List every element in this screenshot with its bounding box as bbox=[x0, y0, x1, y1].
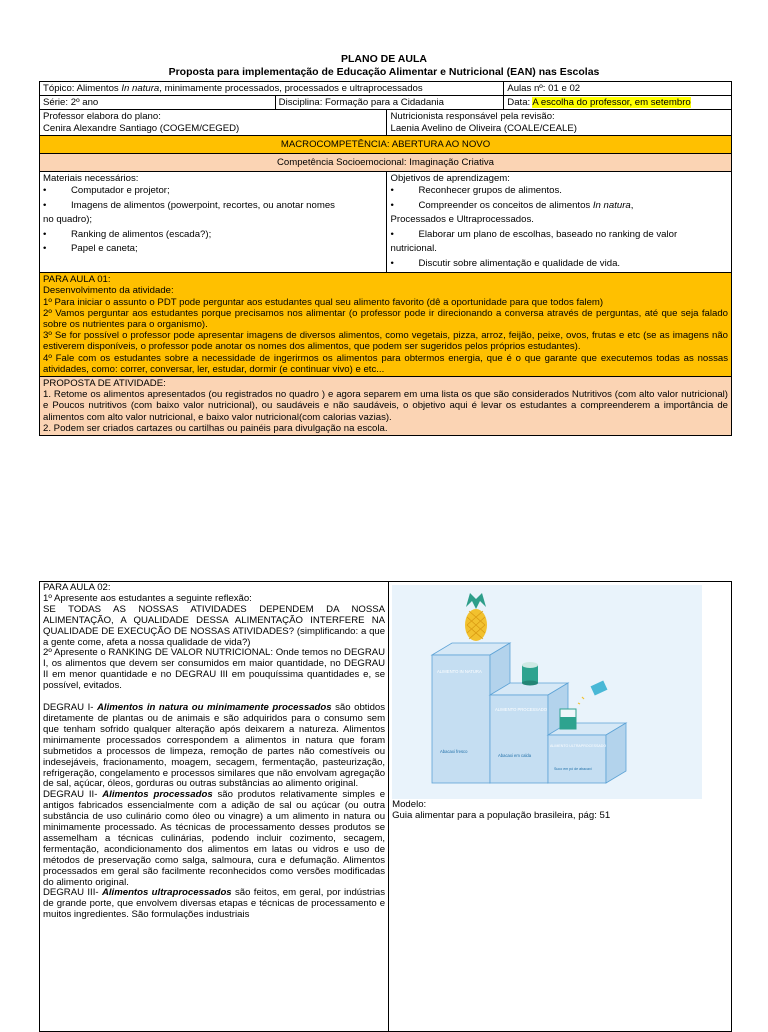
step-1-label: ALIMENTO IN NATURA bbox=[437, 669, 482, 674]
step-1-front bbox=[432, 655, 490, 783]
page-subtitle: Proposta para implementação de Educação Alimentar e Nutricional (EAN) nas Escolas bbox=[168, 66, 600, 78]
list-item: • Discutir sobre alimentação e qualidade de vida. bbox=[390, 257, 728, 272]
step-text: 1º Para iniciar o assunto o PDT pode perguntar aos estudantes qual seu alimento favorito (dê a oportunidade para que todos falem) bbox=[43, 296, 604, 308]
model-source: Guia alimentar para a população brasileira, pág: 51 bbox=[392, 810, 611, 822]
canned-pineapple-icon bbox=[522, 662, 538, 686]
topic-row bbox=[40, 82, 732, 96]
step-text: 1º Apresente aos estudantes a seguinte reflexão: bbox=[43, 592, 252, 604]
model-label: Modelo: bbox=[392, 799, 427, 810]
list-item-continued: no quadro); bbox=[43, 214, 93, 226]
objectives-label: Objetivos de aprendizagem: bbox=[390, 173, 510, 185]
date-cell bbox=[504, 96, 732, 110]
topic-cell bbox=[40, 82, 504, 96]
bullet-icon: • bbox=[43, 185, 47, 197]
bullet-icon: • bbox=[43, 228, 47, 240]
socioemotional-competence: Competência Socioemocional: Imaginação Criativa bbox=[40, 154, 732, 172]
degrau-2-text: DEGRAU II- Alimentos processados são produtos relativamente simples e antigos fabricados essencialmente com a adição de sal ou açúcar (ou outra substância de uso culinário como óleo ou vinagre) a um alimento in natura ou minimamente processado. As técnicas de processamento desses produtos se assemelham a técnicas culinárias, podendo incluir cozimento, secagem, fermentação, acondicionamento dos alimentos em latas ou vidros e uso de métodos de preservação como salga, salmoura, cura e defumação. Alimentos processados em geral são facilmente reconhecidos como versões modificadas do alimento original. bbox=[43, 789, 386, 888]
bullet-icon: • bbox=[390, 257, 394, 269]
bullet-icon: • bbox=[390, 185, 394, 197]
list-item-continued: Processados e Ultraprocessados. bbox=[390, 214, 534, 226]
aula-02-figure-cell bbox=[389, 582, 732, 1032]
topic-italic: In natura bbox=[121, 83, 160, 94]
step-text: 3º Se for possível o professor pode apresentar imagens de diversos alimentos, como vegetais, pizza, arroz, feijão, peixe, ovos, frutas e etc (se as imagens não estiverem disponíveis, o professor pode anotar os nomes dos alimentos, que podem ser sugeridos pelos próprios estudantes). bbox=[43, 330, 728, 353]
step-text: 2º Vamos perguntar aos estudantes porque precisamos nos alimentar (o professor pode ir direcionando a conversa através de perguntas, até que seja falado sobre os nutrientes para o organismo). bbox=[43, 307, 728, 331]
aula-02-text-cell bbox=[40, 582, 389, 1032]
step-3-label: ALIMENTO ULTRAPROCESSADO bbox=[550, 744, 607, 748]
bullet-icon: • bbox=[390, 228, 394, 240]
list-item: • Imagens de alimentos (powerpoint, recortes, ou anotar nomes bbox=[43, 199, 383, 214]
teacher-cell bbox=[40, 110, 387, 135]
bullet-icon: • bbox=[390, 199, 394, 211]
aula-01-heading: PARA AULA 01: bbox=[43, 274, 111, 286]
step-3-front bbox=[548, 735, 606, 783]
nutritionist-cell bbox=[387, 110, 732, 135]
grade-row bbox=[40, 96, 732, 110]
topic-suffix: , minimamente processados, processados e ultraprocessados bbox=[159, 83, 423, 94]
date-label: Data: bbox=[507, 97, 533, 109]
macro-competence: MACROCOMPETÊNCIA: ABERTURA AO NOVO bbox=[40, 135, 732, 153]
step-3-item: Suco em pó de abacaxi bbox=[554, 767, 592, 771]
list-item: • Papel e caneta; bbox=[43, 242, 383, 257]
list-item: • Computador e projetor; bbox=[43, 184, 383, 199]
proposal-label: PROPOSTA DE ATIVIDADE: bbox=[43, 378, 166, 390]
proposal-text: 2. Podem ser criados cartazes ou cartilhas ou painéis para divulgação na escola. bbox=[43, 422, 388, 434]
degrau-3-text: DEGRAU III- Alimentos ultraprocessados são feitos, em geral, por indústrias de grande porte, que envolvem diversas etapas e técnicas de processamento e muitos ingredientes. São formulações industriais bbox=[43, 887, 386, 921]
responsibles-row bbox=[40, 110, 732, 135]
list-item-continued: nutricional. bbox=[390, 243, 437, 255]
food-ranking-staircase bbox=[392, 585, 702, 799]
aula-01-development bbox=[40, 273, 732, 377]
materials-label: Materiais necessários: bbox=[43, 173, 139, 185]
teacher-name: Cenira Alexandre Santiago (COGEM/CEGED) bbox=[43, 122, 240, 134]
grade-cell: Série: 2º ano bbox=[40, 96, 276, 110]
page-title: PLANO DE AULA bbox=[341, 53, 427, 65]
list-item: • Reconhecer grupos de alimentos. bbox=[390, 184, 728, 199]
list-item: • Elaborar um plano de escolhas, baseado no ranking de valor bbox=[390, 228, 728, 243]
step-text: 4º Fale com os estudantes sobre a necessidade de ingerirmos os alimentos para obtermos energia, que é o que garante que executemos todas as nossas atividades, como: correr, conversar, ler, estudar, dormir (e continuar vivo) e etc... bbox=[43, 352, 728, 375]
development-label: Desenvolvimento da atividade: bbox=[43, 285, 174, 297]
degrau-1-text: DEGRAU I- Alimentos in natura ou minimamente processados são obtidos diretamente de plantas ou de animais e são adquiridos para o consumo sem que tenham sofrido qualquer alteração após deixarem a natureza. Alimentos minimamente processados correspondem a alimentos in natura que foram submetidos a processos de limpeza, remoção de partes não comestíveis ou indesejáveis, fracionamento, moagem, secagem, fermentação, pasteurização, refrigeração, congelamento e processos similares que não envolvam agregação de sal, açúcar, óleos, gorduras ou outras substâncias ao alimento original. bbox=[43, 702, 386, 790]
pineapple-icon bbox=[465, 593, 487, 641]
step-2-item: Abacaxi em calda bbox=[498, 753, 532, 758]
teacher-label: Professor elabora do plano: bbox=[43, 111, 161, 123]
nutritionist-name: Laenia Avelino de Oliveira (COALE/CEALE) bbox=[390, 122, 577, 134]
list-item: • Ranking de alimentos (escada?); bbox=[43, 228, 383, 243]
materials-objectives-row bbox=[40, 172, 732, 273]
topic-prefix: Tópico: Alimentos bbox=[43, 83, 122, 94]
bullet-icon: • bbox=[43, 243, 47, 255]
lessons-cell: Aulas nº: 01 e 02 bbox=[504, 82, 732, 96]
aula-01-proposal bbox=[40, 377, 732, 436]
aula-02-heading: PARA AULA 02: bbox=[43, 582, 111, 593]
nutritionist-label: Nutricionista responsável pela revisão: bbox=[390, 111, 555, 123]
lesson-plan-table bbox=[39, 81, 732, 436]
objectives-cell bbox=[387, 172, 732, 273]
date-value: A escolha do professor, em setembro bbox=[532, 97, 691, 109]
step-1-item: Abacaxi fresco bbox=[440, 749, 468, 754]
list-item: • Compreender os conceitos de alimentos In natura, bbox=[390, 199, 728, 214]
step-2-label: ALIMENTO PROCESSADO bbox=[495, 707, 548, 712]
step-text: 2º Apresente o RANKING DE VALOR NUTRICIONAL: Onde temos no DEGRAU I, os alimentos que devem ser consumidos em maior quantidade, no DEGRAU II em menor quantidade e no DEGRAU III em pouquíssima quantidades e, se possível, evitados. bbox=[43, 647, 386, 692]
materials-cell bbox=[40, 172, 387, 273]
aula-02-table bbox=[39, 581, 732, 1032]
reflection-text: SE TODAS AS NOSSAS ATIVIDADES DEPENDEM DA NOSSA ALIMENTAÇÃO, A QUALIDADE DESSA ALIMENTAÇÃO INTERFERE NA QUALIDADE DE EXECUÇÃO DE NOSSAS ATIVIDADES? (simplificando: a que a gente come, afeta a nossa qualidade de vida?) bbox=[43, 603, 386, 648]
proposal-text: 1. Retome os alimentos apresentados (ou registrados no quadro ) e agora separem em uma lista os que são considerados Nutritivos (com alto valor nutricional) e Poucos nutritivos (com baixo valor nutricional), ou saudáveis e não saudáveis, o objetivo aqui é levar os estudantes a compreenderem a importância de alimentos com alto valor nutricional, e baixo valor nutricional(com calorias vazias). bbox=[43, 389, 728, 423]
discipline-cell: Disciplina: Formação para a Cidadania bbox=[275, 96, 504, 110]
bullet-icon: • bbox=[43, 199, 47, 211]
